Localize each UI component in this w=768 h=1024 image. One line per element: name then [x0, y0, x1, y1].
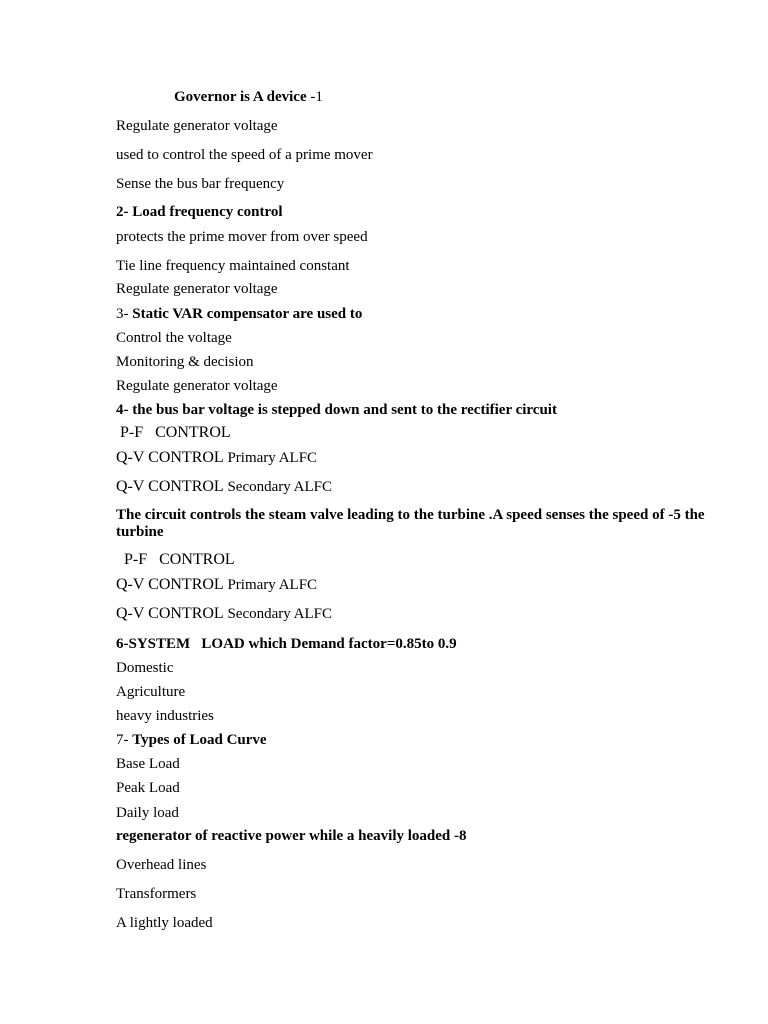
question-5-title: The circuit controls the steam valve leading to the turbine .A speed senses the speed of -5 the turbine	[116, 507, 705, 540]
question-1-option-2: used to control the speed of a prime mover	[116, 147, 373, 163]
question-4-title: 4- the bus bar voltage is stepped down and sent to the rectifier circuit	[116, 402, 557, 418]
question-1-option-3: Sense the bus bar frequency	[116, 176, 285, 192]
question-2-option-2: Tie line frequency maintained constant	[116, 258, 350, 274]
question-5-option-2-text: Primary ALFC	[223, 577, 318, 593]
question-6-option-1: Domestic	[116, 660, 174, 676]
question-7-option-1: Base Load	[116, 756, 180, 772]
question-2-title: 2- Load frequency control	[116, 204, 283, 220]
question-3-option-2: Monitoring & decision	[116, 354, 254, 370]
question-8-title: regenerator of reactive power while a heavily loaded -8	[116, 828, 467, 844]
question-6-option-3: heavy industries	[116, 708, 214, 724]
question-3-option-1: Control the voltage	[116, 330, 232, 346]
question-5-option-1: P-F CONTROL	[116, 551, 235, 568]
question-2-option-3: Regulate generator voltage	[116, 281, 278, 297]
question-4-option-3	[116, 478, 332, 496]
question-8-option-1: Overhead lines	[116, 857, 207, 873]
question-1-title	[174, 88, 323, 106]
question-5-option-2-code: Q-V CONTROL	[116, 576, 224, 593]
question-4-option-1: P-F CONTROL	[116, 424, 231, 441]
question-5-option-3-code: Q-V CONTROL	[116, 605, 224, 622]
question-7-prefix: 7-	[116, 732, 133, 748]
question-3-option-3: Regulate generator voltage	[116, 378, 278, 394]
question-7-option-2: Peak Load	[116, 780, 180, 796]
question-1-option-1: Regulate generator voltage	[116, 118, 278, 134]
question-5-option-3-text: Secondary ALFC	[223, 606, 333, 622]
question-2-option-1: protects the prime mover from over speed	[116, 229, 368, 245]
question-4-option-3-text: Secondary ALFC	[223, 479, 333, 495]
question-4-option-2-code: Q-V CONTROL	[116, 449, 224, 466]
question-4-option-2	[116, 449, 317, 467]
question-1-number: -1	[306, 89, 323, 105]
question-6-title: 6-SYSTEM LOAD which Demand factor=0.85to 0.9	[116, 636, 457, 652]
question-7-title	[116, 731, 267, 749]
question-4-option-3-code: Q-V CONTROL	[116, 478, 224, 495]
question-3-prefix: 3-	[116, 306, 133, 322]
question-4-option-2-text: Primary ALFC	[223, 450, 318, 466]
question-7-option-3: Daily load	[116, 805, 179, 821]
question-3-title-text: Static VAR compensator are used to	[132, 306, 363, 322]
question-6-option-2: Agriculture	[116, 684, 186, 700]
question-7-title-text: Types of Load Curve	[132, 732, 267, 748]
question-1-title-text: Governor is A device	[174, 89, 307, 105]
question-3-title	[116, 305, 362, 323]
question-8-option-3: A lightly loaded	[116, 915, 213, 931]
question-8-option-2: Transformers	[116, 886, 197, 902]
question-5-option-3	[116, 605, 332, 623]
question-5-option-2	[116, 576, 317, 594]
